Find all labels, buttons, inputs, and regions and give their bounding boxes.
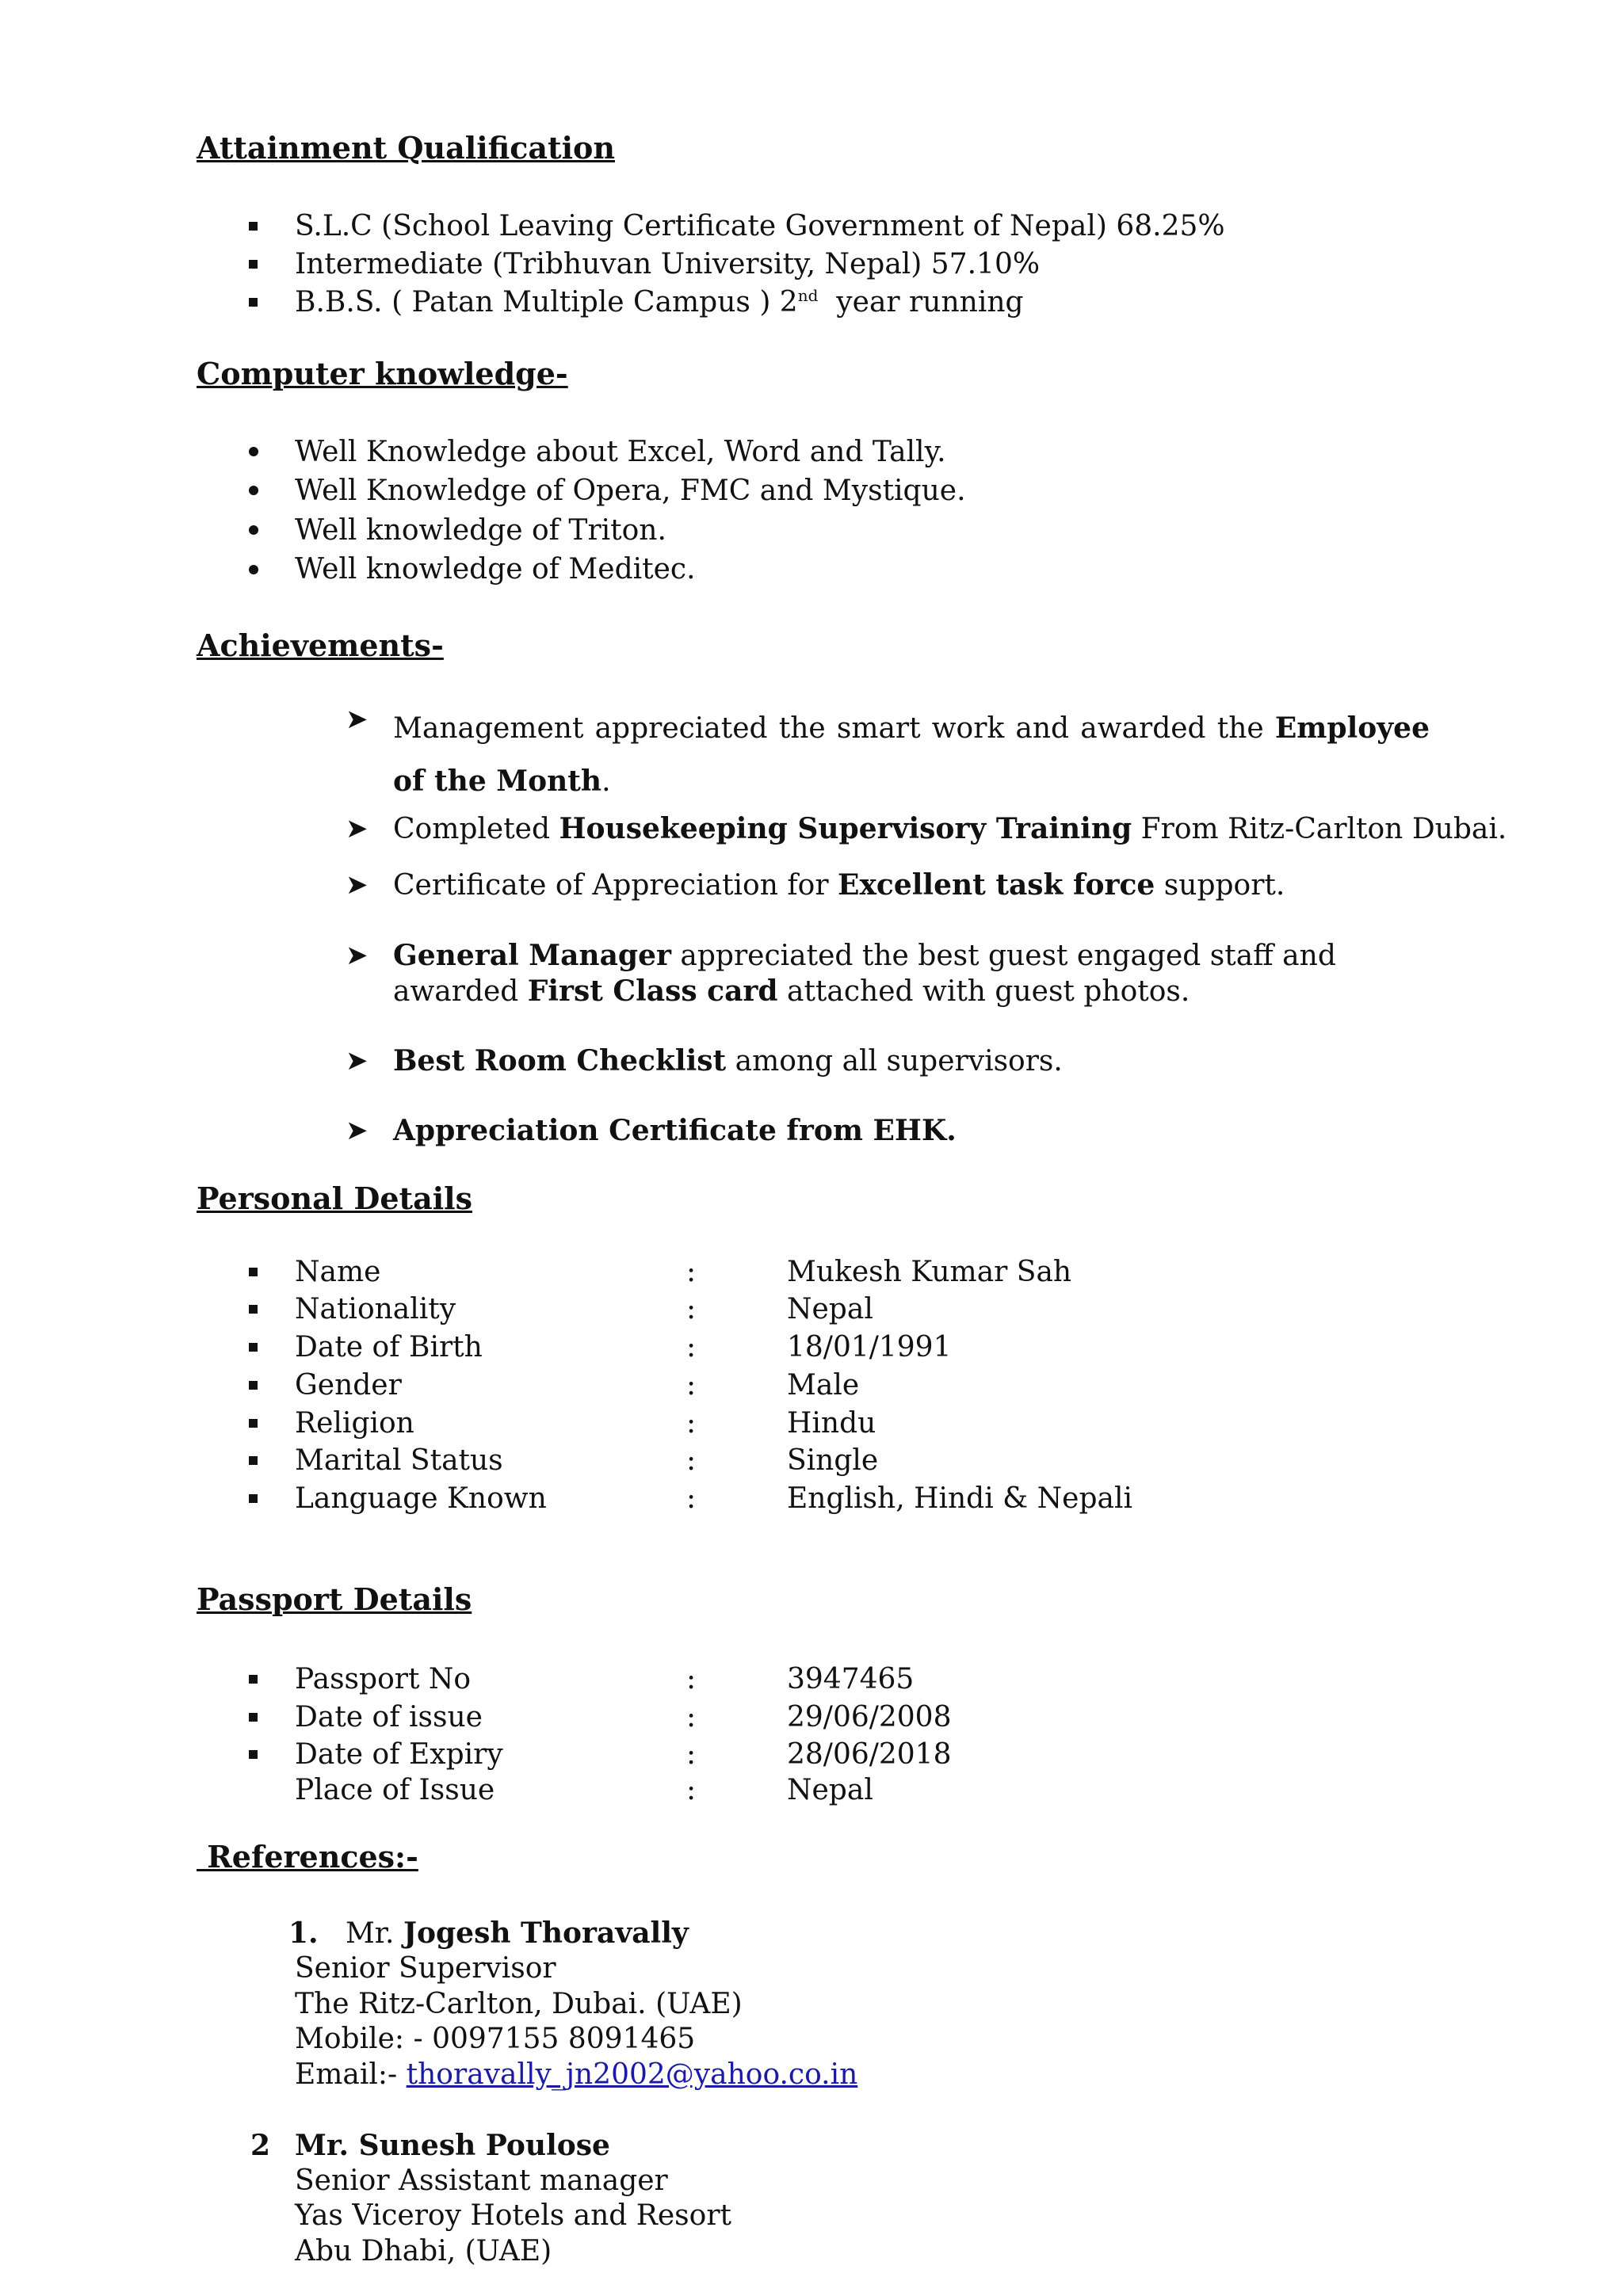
achievement-text: From Ritz-Carlton Dubai. <box>1140 813 1507 845</box>
square-bullet-icon <box>249 1494 258 1503</box>
arrow-bullet-icon: ➤ <box>346 704 369 735</box>
arrow-bullet-icon: ➤ <box>346 1045 369 1077</box>
reference-title: Mr. <box>345 1917 395 1950</box>
square-bullet-icon <box>249 298 258 307</box>
personal-label: Nationality <box>295 1293 456 1325</box>
colon-separator: : <box>686 1738 697 1771</box>
achievement-item <box>393 938 1439 1009</box>
personal-details-heading: Personal Details <box>197 1180 472 1216</box>
bullet-dot-icon <box>249 525 258 535</box>
bullet-dot-icon <box>249 486 258 495</box>
achievement-text: appreciated the best guest engaged staff and awarded <box>393 940 1336 1008</box>
colon-separator: : <box>686 1774 697 1806</box>
achievement-text: among all supervisors. <box>735 1045 1063 1077</box>
computer-heading: Computer knowledge- <box>197 356 568 391</box>
personal-label: Religion <box>295 1407 414 1440</box>
achievement-text: Completed <box>393 813 551 845</box>
bbs-superscript: nd <box>797 286 819 305</box>
achievement-item <box>393 868 1285 903</box>
reference-company: Yas Viceroy Hotels and Resort <box>295 2199 732 2232</box>
personal-value: Single <box>787 1444 879 1477</box>
square-bullet-icon <box>249 1419 258 1428</box>
personal-value: Male <box>787 1369 860 1402</box>
colon-separator: : <box>686 1256 697 1288</box>
reference-name <box>295 2128 610 2164</box>
square-bullet-icon <box>249 1305 258 1314</box>
colon-separator: : <box>686 1293 697 1325</box>
reference-number-text: 2 <box>250 2129 271 2162</box>
colon-separator: : <box>686 1482 697 1515</box>
personal-value: Hindu <box>787 1407 876 1440</box>
passport-label: Date of issue <box>295 1701 483 1733</box>
attainment-item: S.L.C (School Leaving Certificate Government of Nepal) 68.25% <box>295 210 1225 242</box>
computer-item: Well knowledge of Triton. <box>295 514 666 547</box>
reference-position: Senior Assistant manager <box>295 2164 668 2197</box>
achievements-heading: Achievements- <box>197 627 444 663</box>
computer-item: Well Knowledge of Opera, FMC and Mystique. <box>295 475 966 507</box>
reference-company: The Ritz-Carlton, Dubai. (UAE) <box>295 1988 743 2020</box>
achievement-bold: General Manager <box>393 939 671 972</box>
references-heading: References:- <box>197 1839 418 1875</box>
reference-email-link[interactable]: thoravally_jn2002@yahoo.co.in <box>406 2058 858 2091</box>
attainment-item-bbs <box>295 285 1024 320</box>
computer-item: Well Knowledge about Excel, Word and Tally. <box>295 436 946 468</box>
square-bullet-icon <box>249 1750 258 1759</box>
achievement-item <box>393 702 1430 808</box>
reference-name-text: Mr. Sunesh Poulose <box>295 2129 610 2162</box>
bullet-dot-icon <box>249 565 258 574</box>
achievement-text: support. <box>1163 869 1285 902</box>
reference-mobile: Mobile: - 0097155 8091465 <box>295 2023 696 2055</box>
achievement-text: Certificate of Appreciation for <box>393 869 829 902</box>
passport-value: 3947465 <box>787 1663 915 1695</box>
square-bullet-icon <box>249 1713 258 1722</box>
personal-value: 18/01/1991 <box>787 1331 952 1363</box>
personal-value: Nepal <box>787 1293 873 1325</box>
colon-separator: : <box>686 1663 697 1695</box>
passport-label: Passport No <box>295 1663 472 1695</box>
arrow-bullet-icon: ➤ <box>346 940 369 971</box>
achievement-bold: First Class card <box>527 974 778 1008</box>
square-bullet-icon <box>249 260 258 269</box>
achievement-text: . <box>601 765 611 798</box>
colon-separator: : <box>686 1444 697 1477</box>
square-bullet-icon <box>249 1268 258 1276</box>
reference-email-label: Email:- <box>295 2058 398 2091</box>
attainment-item: Intermediate (Tribhuvan University, Nepal) 57.10% <box>295 248 1041 280</box>
arrow-bullet-icon: ➤ <box>346 1115 369 1146</box>
personal-label: Language Known <box>295 1482 547 1515</box>
colon-separator: : <box>686 1407 697 1440</box>
passport-value: 29/06/2008 <box>787 1701 952 1733</box>
bbs-suffix: year running <box>836 286 1024 318</box>
passport-details-heading: Passport Details <box>197 1581 472 1617</box>
personal-label: Date of Birth <box>295 1331 483 1363</box>
personal-label: Name <box>295 1256 381 1288</box>
square-bullet-icon <box>249 222 258 231</box>
reference-number <box>250 2128 270 2164</box>
achievement-bold: Housekeeping Supervisory Training <box>559 812 1132 845</box>
reference-1-header <box>288 1916 689 1951</box>
square-bullet-icon <box>249 1381 258 1390</box>
passport-label: Place of Issue <box>295 1774 495 1806</box>
achievement-bold: Best Room Checklist <box>393 1044 727 1077</box>
personal-label: Gender <box>295 1369 402 1402</box>
personal-value: Mukesh Kumar Sah <box>787 1256 1072 1288</box>
attainment-heading: Attainment Qualification <box>197 130 615 166</box>
achievement-text: attached with guest photos. <box>787 975 1190 1008</box>
passport-label: Date of Expiry <box>295 1738 503 1771</box>
achievement-bold: Excellent task force <box>838 868 1155 902</box>
personal-label: Marital Status <box>295 1444 503 1477</box>
achievement-bold: Appreciation Certificate from EHK. <box>393 1114 957 1147</box>
arrow-bullet-icon: ➤ <box>346 813 369 845</box>
arrow-bullet-icon: ➤ <box>346 869 369 901</box>
achievement-item <box>393 1113 957 1149</box>
square-bullet-icon <box>249 1456 258 1465</box>
reference-email-line <box>295 2058 857 2092</box>
colon-separator: : <box>686 1331 697 1363</box>
square-bullet-icon <box>249 1675 258 1684</box>
bbs-prefix: B.B.S. ( Patan Multiple Campus ) 2 <box>295 286 798 318</box>
computer-item: Well knowledge of Meditec. <box>295 553 696 585</box>
achievement-item <box>393 811 1507 847</box>
reference-location: Abu Dhabi, (UAE) <box>295 2235 552 2267</box>
reference-name: Jogesh Thoravally <box>403 1917 689 1950</box>
achievement-bold: Employee of the Month <box>393 711 1430 798</box>
colon-separator: : <box>686 1369 697 1402</box>
personal-value: English, Hindi & Nepali <box>787 1482 1133 1515</box>
achievement-text: Management appreciated the smart work and awarded the <box>393 712 1264 745</box>
bullet-dot-icon <box>249 447 258 456</box>
passport-value: 28/06/2018 <box>787 1738 952 1771</box>
reference-position: Senior Supervisor <box>295 1952 556 1985</box>
square-bullet-icon <box>249 1343 258 1352</box>
achievement-item <box>393 1043 1063 1079</box>
colon-separator: : <box>686 1701 697 1733</box>
passport-value: Nepal <box>787 1774 873 1806</box>
reference-number: 1. <box>288 1917 319 1950</box>
